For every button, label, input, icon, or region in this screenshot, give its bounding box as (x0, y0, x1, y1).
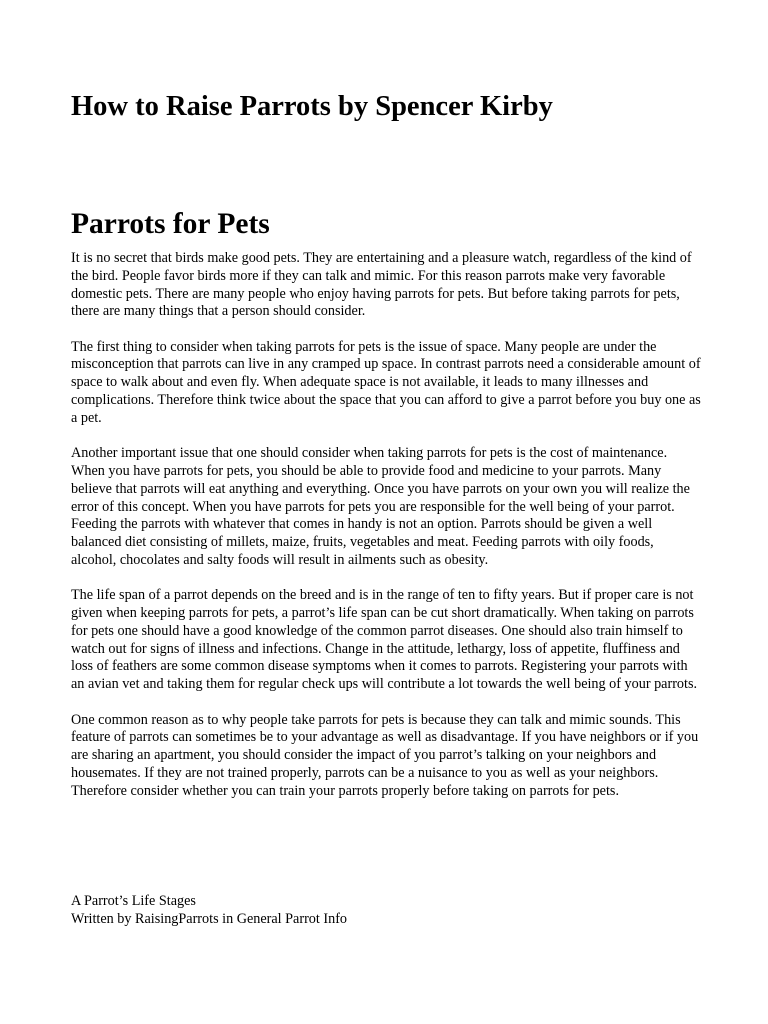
paragraph-2: The first thing to consider when taking parrots for pets is the issue of space. Many people are under the misconception that parrots can live in any cramped up space. In contrast parrots need a considerable amount of space to walk about and even fly. When adequate space is not available, it leads to many illnesses and complications. Therefore think twice about the space that you can afford to give a parrot before you buy one as a pet. (71, 338, 701, 426)
paragraph-1: It is no secret that birds make good pets. They are entertaining and a pleasure watch, regardless of the kind of the bird. People favor birds more if they can talk and mimic. For this reason parrots make very favorable domestic pets. There are many people who enjoy having parrots for pets. But before taking parrots for pets, there are many things that a person should consider. (71, 250, 692, 320)
paragraph-4: The life span of a parrot depends on the breed and is in the range of ten to fifty years. But if proper care is not given when keeping parrots for pets, a parrot’s life span can be cut short dramatically. When taking on parrots for pets one should have a good knowledge of the common parrot diseases. One should also train himself to watch out for signs of illness and infections. Change in the attitude, lethargy, loss of appetite, fluffiness and loss of feathers are some common disease symptoms when it comes to parrots. Registering your parrots with an avian vet and taking them for regular check ups will contribute a lot towards the well being of your parrots. (71, 587, 698, 693)
paragraph-3: Another important issue that one should consider when taking parrots for pets is the cost of maintenance. When you have parrots for pets, you should be able to provide food and medicine to your parrots. Many believe that parrots will eat anything and everything. Once you have parrots on your own you will realize the error of this concept. When you have parrots for pets you are responsible for the well being of your parrot. Feeding the parrots with whatever that comes in handy is not an option. Parrots should be given a well balanced diet consisting of millets, maize, fruits, vegetables and meat. Feeding parrots with oily foods, alcohol, chocolates and salty foods will result in ailments such as obesity. (71, 445, 690, 568)
next-article-byline: Written by RaisingParrots in General Parrot Info (71, 911, 348, 927)
next-article (71, 892, 701, 928)
section-heading: Parrots for Pets (71, 208, 270, 240)
article-body (71, 250, 701, 818)
document-title: How to Raise Parrots by Spencer Kirby (71, 91, 553, 122)
paragraph-5: One common reason as to why people take parrots for pets is because they can talk and mimic sounds. This feature of parrots can sometimes be to your advantage as well as disadvantage. If you have neighbors or if you are sharing an apartment, you should consider the impact of you parrot’s talking on your neighbors and housemates. If they are not trained properly, parrots can be a nuisance to you as well as your neighbors. Therefore consider whether you can train your parrots properly before taking on parrots for pets. (71, 711, 699, 799)
next-article-title: A Parrot’s Life Stages (71, 893, 196, 909)
